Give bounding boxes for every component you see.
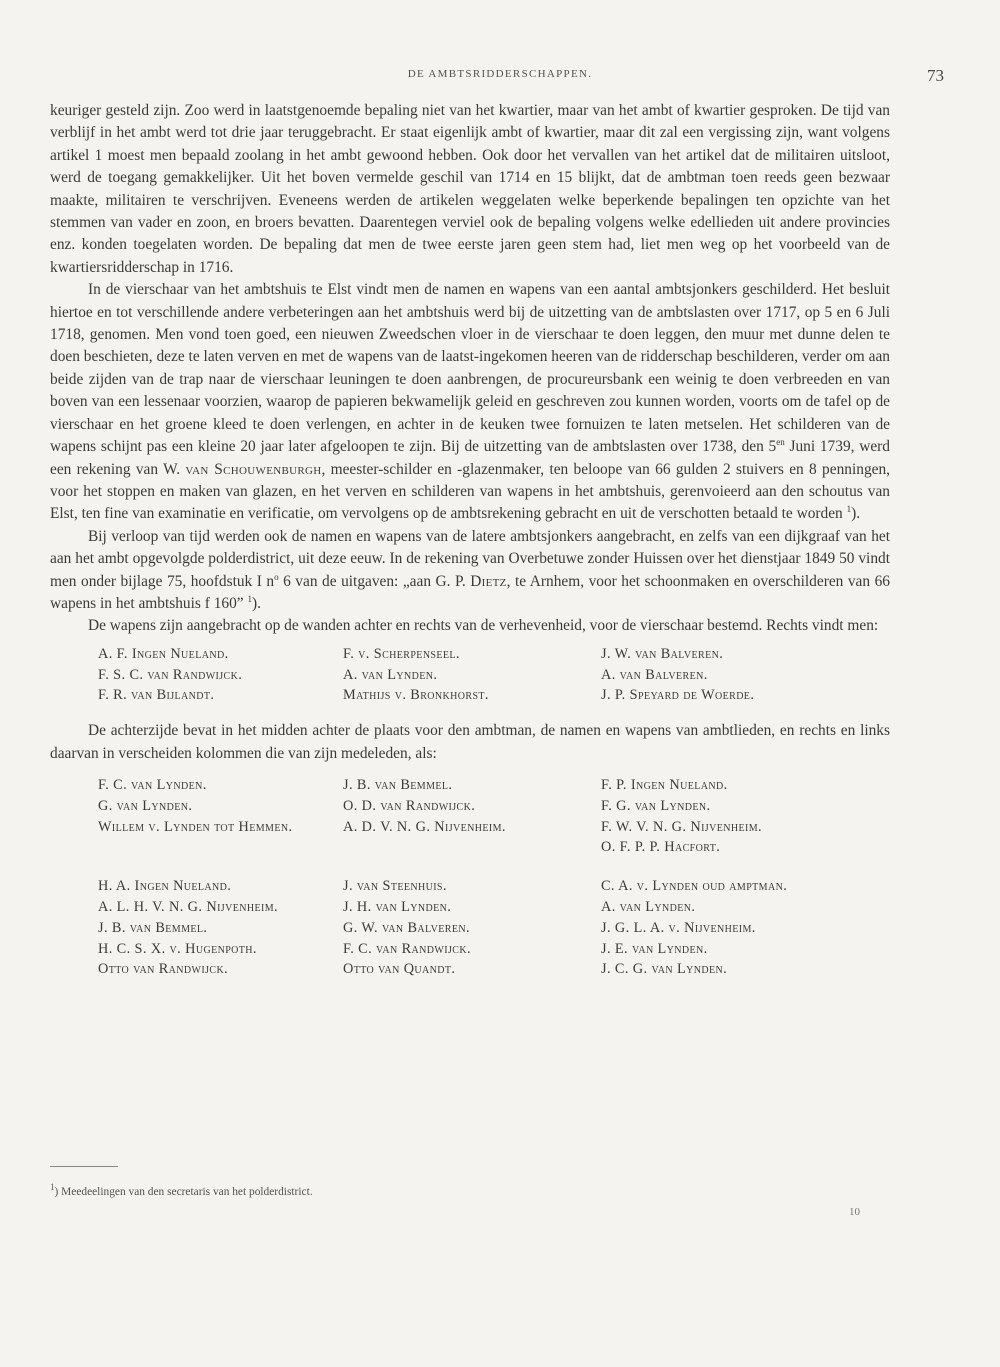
name-entry: Willem v. Lynden tot Hemmen. [98,818,293,835]
name-entry: J. C. G. van Lynden. [601,961,728,978]
running-head: DE AMBTSRIDDERSCHAPPEN. [407,68,593,80]
name-entry: J. W. van Balveren. [601,645,724,662]
name-entry: A. van Balveren. [601,666,708,683]
name-entry: J. B. van Bemmel. [98,919,208,936]
name-entry: A. D. V. N. G. Nijvenheim. [343,818,506,835]
name-entry: F. C. van Lynden. [98,776,207,793]
names-column [343,775,601,858]
superscript-en: en [776,436,785,447]
name-entry: J. van Steenhuis. [343,878,447,895]
footnote-ref-1: 1 [846,504,852,515]
footnote [50,1182,850,1198]
name-entry: F. P. Ingen Nueland. [601,776,728,793]
name-entry: A. van Lynden. [343,666,438,683]
names-column [98,775,343,858]
paragraph-1: keuriger gesteld zijn. Zoo werd in laatstgenoemde bepaling niet van het kwartier, maar van het ambt of kwartier gesproken. De tijd van verblijf in het ambt werd tot drie jaar teruggebracht. Er staat eigenlijk ambt of kwartier, maar dit zal een vergissing zijn, want volgens artikel 1 moest men bepaald zoolang in het ambt gewoond hebben. Ook door het vervallen van het artikel dat de militairen uitsloot, werd de toegang gemakkelijker. Uit het boven vermelde geschil van 1714 en 15 blijkt, dat de ambtman toen reeds geen bezwaar maakte, militairen te verschrijven. Eveneens werden de artikelen weggelaten welke beperkende bepalingen ten opzichte van het stemmen van vader en zoon, en broers bevatten. Daarentegen verviel ook de bepaling volgens welke edellieden uit andere provincies enz. konden toegelaten worden. De bepaling dat men de twee eerste jaren geen stem had, liet men weg op het voorbeeld van de kwartiersridderschap in 1716. [50,102,890,276]
footnote-divider [50,1166,118,1167]
name-entry: O. F. P. P. Hacfort. [601,839,721,856]
name-entry: J. E. van Lynden. [601,940,708,957]
paragraph-4: De wapens zijn aangebracht op de wanden achter en rechts van de verhevenheid, voor de vierschaar bestemd. Rechts vindt men: [88,617,879,635]
name-entry: C. A. v. Lynden oud amptman. [601,878,788,895]
superscript-o: o [274,571,279,582]
names-column [343,876,601,980]
page-number: 73 [927,66,944,85]
paragraph-3-part-c: , te Arnhem, voor het schoonmaken en overschilderen van 66 wapens in het ambtshuis f 160” [50,572,890,612]
names-back-wall-2 [98,876,890,980]
name-entry: J. H. van Lynden. [343,898,452,915]
names-right-wall [98,644,890,706]
signature-mark: 10 [849,1206,860,1218]
names-back-wall-1 [98,775,890,858]
name-entry: F. C. van Randwijck. [343,940,471,957]
name-entry: H. A. Ingen Nueland. [98,878,232,895]
names-column [601,775,861,858]
name-entry: H. C. S. X. v. Hugenpoth. [98,940,257,957]
name-entry: F. S. C. van Randwijck. [98,666,243,683]
name-entry: J. G. L. A. v. Nijvenheim. [601,919,756,936]
name-entry: Otto van Quandt. [343,961,456,978]
paragraph-3 [50,526,890,616]
names-column [343,644,601,706]
name-entry: Mathijs v. Bronkhorst. [343,687,489,704]
names-column [98,644,343,706]
name-entry: F. R. van Bijlandt. [98,687,215,704]
name-entry: Otto van Randwijck. [98,961,229,978]
paragraph-3-part-a: Bij verloop van tijd werden ook de namen en wapens van de latere ambtsjonkers aangebracht, en zelfs van een dijkgraaf van het aan het ambt opgevolgde polderdistrict, uit deze eeuw. In de rekening van Overbetuwe zonder Huissen over het dienstjaar 1849 50 vindt men onder bijlage 75, hoofdstuk I n [50,527,890,590]
paragraph-2-part-d: ). [851,505,861,523]
name-entry: O. D. van Randwijck. [343,797,476,814]
page-header [50,66,950,90]
paragraph-2-part-b: Juni 1739, werd een rekening van W. [50,438,890,478]
names-column [98,876,343,980]
name-van-schouwenburgh: van Schouwenburgh [185,460,322,478]
paragraph-3-part-b: 6 van de uitgaven: „aan G. P. [278,572,471,590]
paragraph-2 [50,279,890,525]
name-entry: A. L. H. V. N. G. Nijvenheim. [98,898,278,915]
name-dietz: Dietz [470,572,507,590]
footnote-ref-1b: 1 [247,593,252,604]
names-column [601,644,861,706]
paragraph-3-part-d: ). [251,594,261,612]
footnote-text: ) Meedeelingen van den secretaris van het polderdistrict. [54,1186,313,1198]
name-entry: J. B. van Bemmel. [343,776,453,793]
name-entry: F. W. V. N. G. Nijvenheim. [601,818,762,835]
body-text [50,100,890,980]
paragraph-2-part-a: In de vierschaar van het ambtshuis te Elst vindt men de namen en wapens van een aantal ambtsjonkers geschilderd. Het besluit hiertoe en tot verschillende andere verbeteringen aan het ambtshuis werd bij de uitzetting van de ambtslasten over 1717, op 5 en 6 Juli 1718, genomen. Men vond toen goed, een nieuwen Zweedschen vloer in de vierschaar te doen leggen, den muur met dunne delen te doen beschieten, deze te laten verven en met de wapens van de laatst-ingekomen heeren van de ridderschap beschilderen, verder om aan beide zijden van de trap naar de vierschaar leuningen te doen aanbrengen, de procureursbank een weinig te doen verbreeden en van boven van een lessenaar voorzien, waarop de papieren bekwamelijk geleid en geschreven zou kunnen worden, voorts om de tafel op de vierschaar en het groene kleed te doen verlengen, en achter in de keuken twee fornuizen te laten metselen. Het schilderen van de wapens schijnt pas een kleine 20 jaar later afgeloopen te zijn. Bij de uitzetting van de ambtslasten over 1738, den 5 [50,281,890,456]
name-entry: F. G. van Lynden. [601,797,711,814]
name-entry: G. van Lynden. [98,797,193,814]
paragraph-2-part-c: , meester-schilder en -glazenmaker, ten beloope van 66 gulden 2 stuivers en 8 penningen, voor het stoppen en maken van glazen, en het verven en schilderen van wapens in het ambtshuis, gerenvoieerd aan den schoutus van Elst, ten fine van examinatie en verificatie, om vervolgens op de ambtsrekening gebracht en uit de verschotten betaald te worden [50,460,891,523]
name-entry: A. F. Ingen Nueland. [98,645,229,662]
name-entry: F. v. Scherpenseel. [343,645,460,662]
paragraph-5: De achterzijde bevat in het midden achter de plaats voor den ambtman, de namen en wapens van ambtlieden, en rechts en links daarvan in verscheiden kolommen die van zijn medeleden, als: [50,722,890,762]
name-entry: G. W. van Balveren. [343,919,470,936]
name-entry: J. P. Speyard de Woerde. [601,687,755,704]
names-column [601,876,861,980]
footnote-marker: 1 [50,1182,55,1193]
name-entry: A. van Lynden. [601,898,696,915]
